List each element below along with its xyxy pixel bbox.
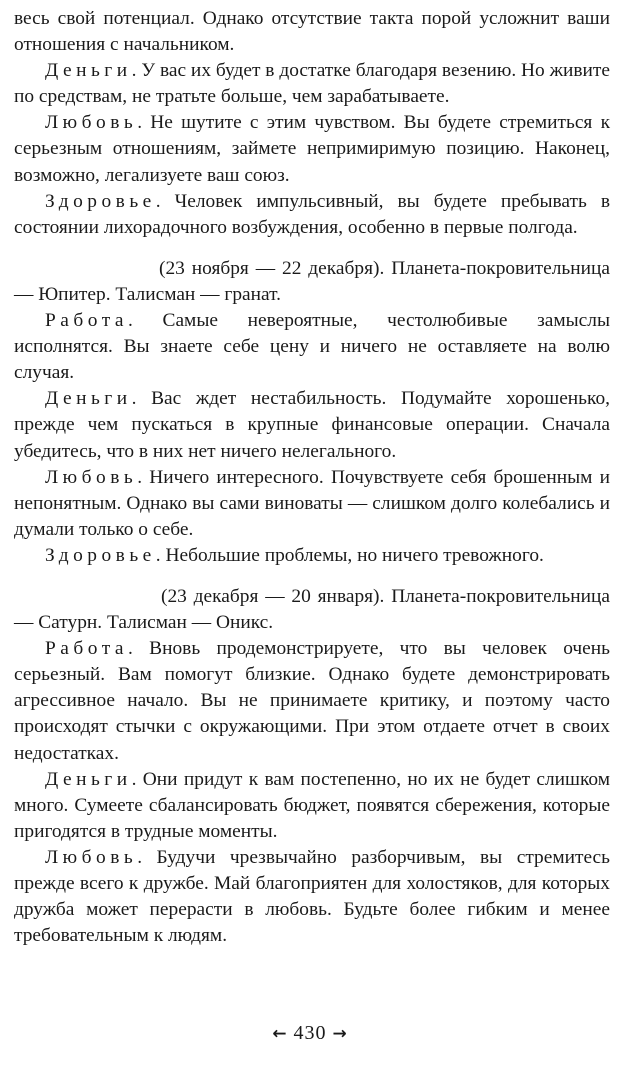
paragraph-text: . Они придут к вам постепенно, но их не будет слишком много. Сумеете сбалансировать бюджет, появятся сбережения, которые пригодятся в трудные моменты. <box>14 768 610 842</box>
paragraph <box>14 58 610 110</box>
section-label: Деньги <box>45 388 132 410</box>
section-label: Работа <box>45 638 129 660</box>
paragraph <box>14 465 610 543</box>
section-gap <box>14 569 610 584</box>
paragraph-text: . Небольшие проблемы, но ничего тревожного. <box>155 544 544 566</box>
paragraph <box>14 386 610 464</box>
paragraph-text: . Вас ждет нестабильность. Подумайте хорошенько, прежде чем пускаться в крупные финансовые операции. Сначала убедитесь, что в них нет ничего нелегального. <box>14 388 610 462</box>
paragraph <box>14 636 610 766</box>
page-number: 430 <box>293 1022 327 1044</box>
section-gap <box>14 241 610 256</box>
paragraph <box>14 110 610 188</box>
paragraph-text: . Вновь продемонстрируете, что вы человек очень серьезный. Вам помогут близкие. Однако будете демонстрировать агрессивное начало. Вы не принимаете критику, и поэтому часто происходят стычки с окружающими. При этом отдаете отчет в своих недостатках. <box>14 638 610 764</box>
section-label: Здоровье <box>45 544 156 566</box>
page-text <box>14 6 610 949</box>
section-label: Работа <box>45 310 129 332</box>
paragraph-text: . Ничего интересного. Почувствуете себя брошенным и непонятным. Однако вы сами виноваты — слишком долго колебались и думали только о себе. <box>14 466 610 540</box>
section-label: Здоровье <box>45 190 156 212</box>
left-arrow-icon: ← <box>272 1024 288 1044</box>
paragraph <box>14 845 610 949</box>
paragraph-text: (23 ноября — 22 декабря). Планета-покровительница — Юпитер. Талисман — гранат. <box>14 257 610 305</box>
paragraph <box>14 6 610 58</box>
section-label: Любовь <box>45 846 138 868</box>
paragraph-text: . Человек импульсивный, вы будете пребывать в состоянии лихорадочного возбуждения, особенно в первые полгода. <box>14 190 610 238</box>
paragraph <box>14 767 610 845</box>
paragraph-text: . Будучи чрезвычайно разборчивым, вы стремитесь прежде всего к дружбе. Май благоприятен для холостяков, для которых дружба может перерасти в любовь. Будьте более гибким и менее требовательным к людям. <box>14 846 610 947</box>
section-label: Деньги <box>45 768 132 790</box>
paragraph <box>14 543 610 569</box>
paragraph-text: . У вас их будет в достатке благодаря везению. Но живите по средствам, не тратьте больше, чем зарабатываете. <box>14 60 610 108</box>
zodiac-sign-heading <box>14 256 610 308</box>
paragraph <box>14 189 610 241</box>
section-label: Любовь <box>45 112 138 134</box>
paragraph-text: . Не шутите с этим чувством. Вы будете стремиться к серьезным отношениям, займете непримиримую позицию. Наконец, возможно, легализуете ваш союз. <box>14 112 610 186</box>
section-label: Любовь <box>45 466 138 488</box>
right-arrow-icon: → <box>332 1024 348 1044</box>
page-footer <box>0 1019 620 1048</box>
paragraph-text: (23 декабря — 20 января). Планета-покровительница — Сатурн. Талисман — Оникс. <box>14 585 610 634</box>
paragraph-text: весь свой потенциал. Однако отсутствие такта порой усложнит ваши отношения с начальником. <box>14 8 610 56</box>
paragraph-text: . Самые невероятные, честолюбивые замыслы исполнятся. Вы знаете себе цену и ничего не оставляете на волю случая. <box>14 310 610 384</box>
section-label: Деньги <box>45 60 132 82</box>
zodiac-sign-heading <box>14 584 610 636</box>
paragraph <box>14 308 610 386</box>
